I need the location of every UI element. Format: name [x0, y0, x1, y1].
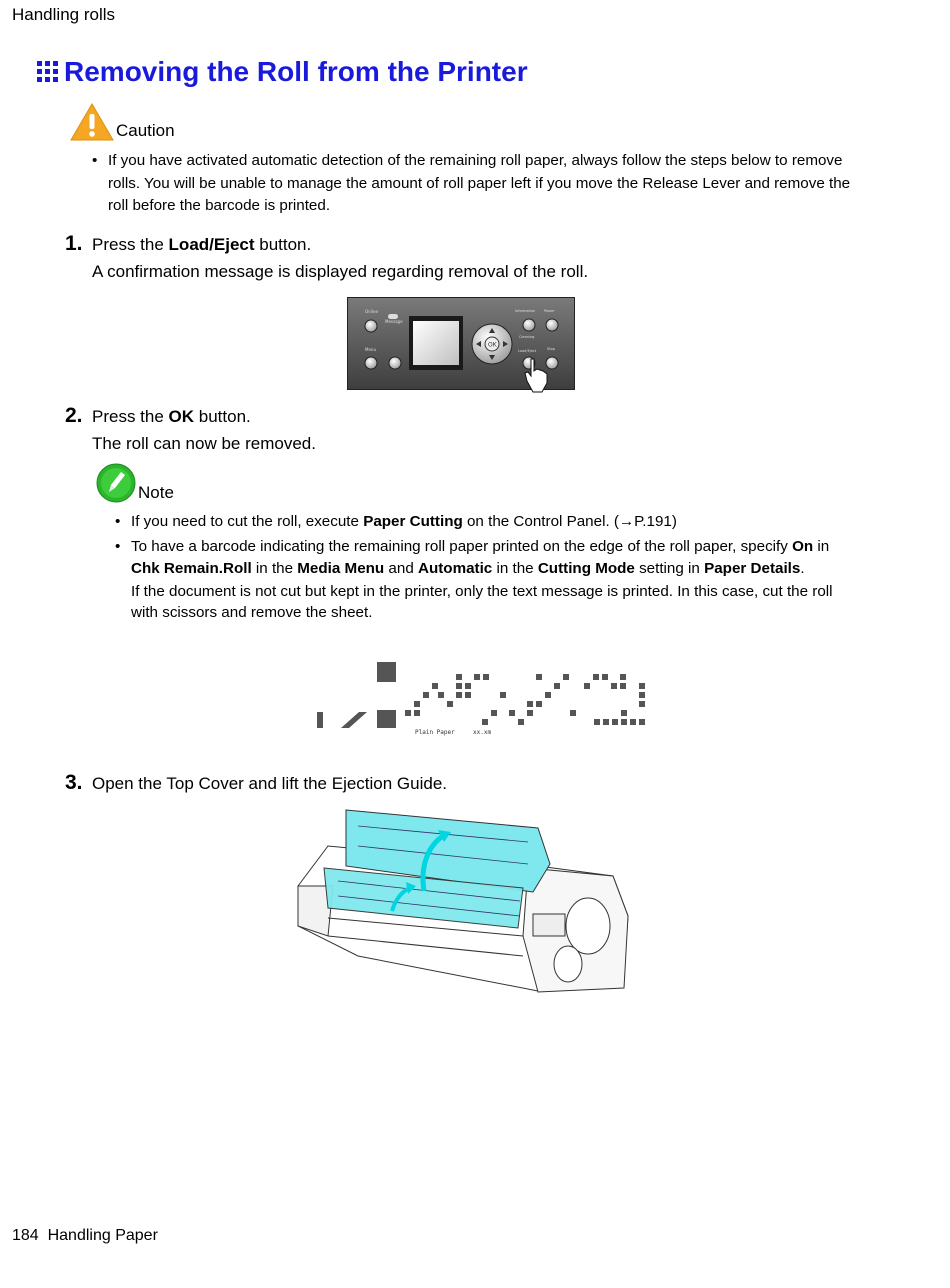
note-b2-cut: Cutting Mode	[537, 560, 635, 577]
load-eject-label: Load/Eject	[168, 235, 255, 254]
menu-button	[365, 357, 377, 369]
online-button	[365, 320, 377, 332]
step-1-number: 1.	[65, 232, 83, 255]
caution-label: Caution	[116, 121, 175, 140]
note-b2-in1: in	[813, 537, 830, 555]
load-eject-panel-label: Load/Eject	[518, 349, 537, 353]
note-label: Note	[138, 483, 174, 502]
side-panel	[533, 914, 565, 936]
information-label: Information	[515, 309, 536, 313]
message-button	[388, 314, 398, 319]
page-footer	[12, 1227, 158, 1245]
step-2-result: The roll can now be removed.	[92, 434, 316, 453]
step-3-number: 3.	[65, 771, 83, 794]
right-roll-end	[566, 898, 610, 954]
note-bullet-2-continuation: If the document is not cut but kept in the printer, only the text message is printed. In this case, cut the roll with scissors and remove the sheet.	[131, 582, 833, 621]
stop-label: Stop	[547, 347, 555, 351]
note-b1-bold: Paper Cutting	[363, 513, 463, 530]
note-b2-setting: setting in	[634, 560, 705, 577]
right-lower-end	[554, 946, 582, 982]
note-b2-paper: Paper	[704, 560, 747, 577]
note-b2-period: .	[800, 560, 805, 577]
page-title: Removing the Roll from the Printer	[64, 56, 528, 87]
note-b2-inthe2: in the	[492, 560, 538, 577]
note-b2-chk: Chk Remain.Roll	[131, 560, 252, 577]
step-2-post: button.	[194, 407, 251, 426]
control-panel-illustration	[347, 297, 575, 393]
barcode-paper-label: Plain Paper	[415, 729, 455, 736]
barcode-length-label: xx.xm	[473, 729, 492, 736]
note-bullet-1	[115, 511, 835, 534]
page-title-row	[37, 56, 528, 88]
note-b2-auto: Automatic	[417, 560, 493, 577]
step-2-text	[92, 407, 251, 427]
caution-bullet: • If you have activated automatic detection of the remaining roll paper, always follow the steps below to remove rolls. You will be unable to manage the amount of roll paper left if you move the Release Lever and remove the roll before the barcode is printed.	[92, 150, 852, 218]
ok-label: OK	[488, 341, 497, 349]
step-1-result: A confirmation message is displayed regarding removal of the roll.	[92, 262, 589, 281]
remaining-roll-barcode-illustration	[313, 660, 653, 740]
caution-list	[92, 150, 852, 218]
note-b2-a: To have a barcode indicating the remaining roll paper printed on the edge of the roll paper, specify	[131, 537, 788, 555]
display-screen	[413, 321, 459, 365]
information-button	[523, 319, 535, 331]
power-button	[546, 319, 558, 331]
note-b2-on: On	[792, 537, 814, 555]
caution-heading	[70, 103, 175, 141]
note-b1-post: on the Control Panel. (→P.191)	[462, 513, 677, 530]
power-label: Power	[544, 309, 555, 313]
ok-label: OK	[168, 407, 195, 426]
step-2-number: 2.	[65, 404, 83, 427]
footer-section: Handling Paper	[47, 1227, 158, 1244]
page-number: 184	[12, 1227, 39, 1244]
caution-icon	[70, 103, 114, 141]
step-3-text: Open the Top Cover and lift the Ejection Guide.	[92, 774, 448, 793]
note-b1-pre: If you need to cut the roll, execute	[131, 513, 364, 530]
step-1-pre: Press the	[92, 235, 169, 254]
back-button	[389, 357, 401, 369]
note-bullet-2	[115, 536, 835, 581]
running-header: Handling rolls	[12, 5, 115, 24]
step-1-post: button.	[254, 235, 312, 254]
note-b2-and: and	[384, 560, 418, 577]
message-label: Message	[385, 319, 403, 324]
menu-label: Menu	[365, 347, 376, 352]
grid-icon	[37, 61, 59, 83]
cleaning-label: Cleaning	[519, 335, 535, 339]
note-list	[115, 511, 835, 623]
note-b2-inthe: in the	[251, 560, 298, 577]
printer-open-cover-illustration	[288, 806, 633, 996]
note-heading	[96, 463, 174, 503]
stop-button	[546, 357, 558, 369]
step-2-pre: Press the	[92, 407, 169, 426]
step-1-text	[92, 235, 311, 255]
note-b2-media: Media Menu	[297, 560, 385, 577]
online-label: Online	[365, 309, 378, 314]
pencil-note-icon	[96, 463, 136, 503]
note-b2-details: Details	[750, 560, 801, 577]
